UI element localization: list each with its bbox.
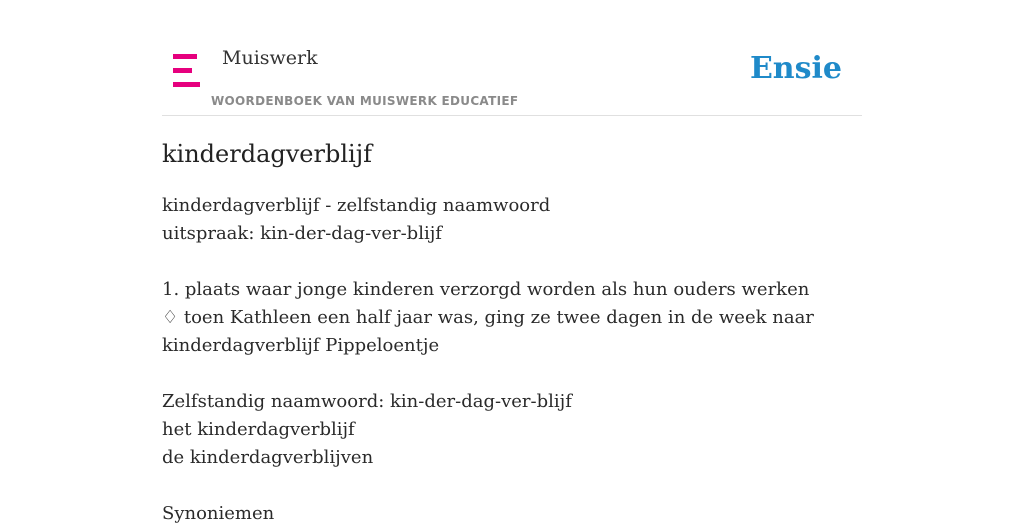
- spacer: [162, 472, 862, 500]
- ensie-brand-logo[interactable]: Ensie: [749, 51, 842, 86]
- entry-body: [162, 192, 862, 528]
- source-subtitle: WOORDENBOEK VAN MUISWERK EDUCATIEF: [211, 94, 519, 108]
- header: [162, 0, 862, 116]
- pronunciation-line: uitspraak: kin-der-dag-ver-blijf: [162, 223, 442, 244]
- spacer: [162, 248, 862, 276]
- spacer: [162, 360, 862, 388]
- logo-bar-middle: [173, 68, 192, 73]
- grammar-heading: Zelfstandig naamwoord: kin-der-dag-ver-blijf: [162, 391, 572, 412]
- part-of-speech-line: kinderdagverblijf - zelfstandig naamwoord: [162, 195, 551, 216]
- example-line: ♢ toen Kathleen een half jaar was, ging ze twee dagen in de week naar: [162, 307, 814, 328]
- logo-bar-bottom: [173, 82, 200, 87]
- entry-title: kinderdagverblijf: [162, 140, 373, 168]
- plural-form: de kinderdagverblijven: [162, 447, 374, 468]
- example-line-continued: kinderdagverblijf Pippeloentje: [162, 335, 440, 356]
- logo-bar-top: [173, 54, 197, 59]
- synonyms-heading: Synoniemen: [162, 503, 275, 524]
- singular-form: het kinderdagverblijf: [162, 419, 355, 440]
- muiswerk-logo-icon[interactable]: [173, 54, 200, 88]
- source-title-link[interactable]: Muiswerk: [222, 47, 318, 69]
- definition-line: 1. plaats waar jonge kinderen verzorgd worden als hun ouders werken: [162, 279, 810, 300]
- entry-card: [162, 0, 862, 524]
